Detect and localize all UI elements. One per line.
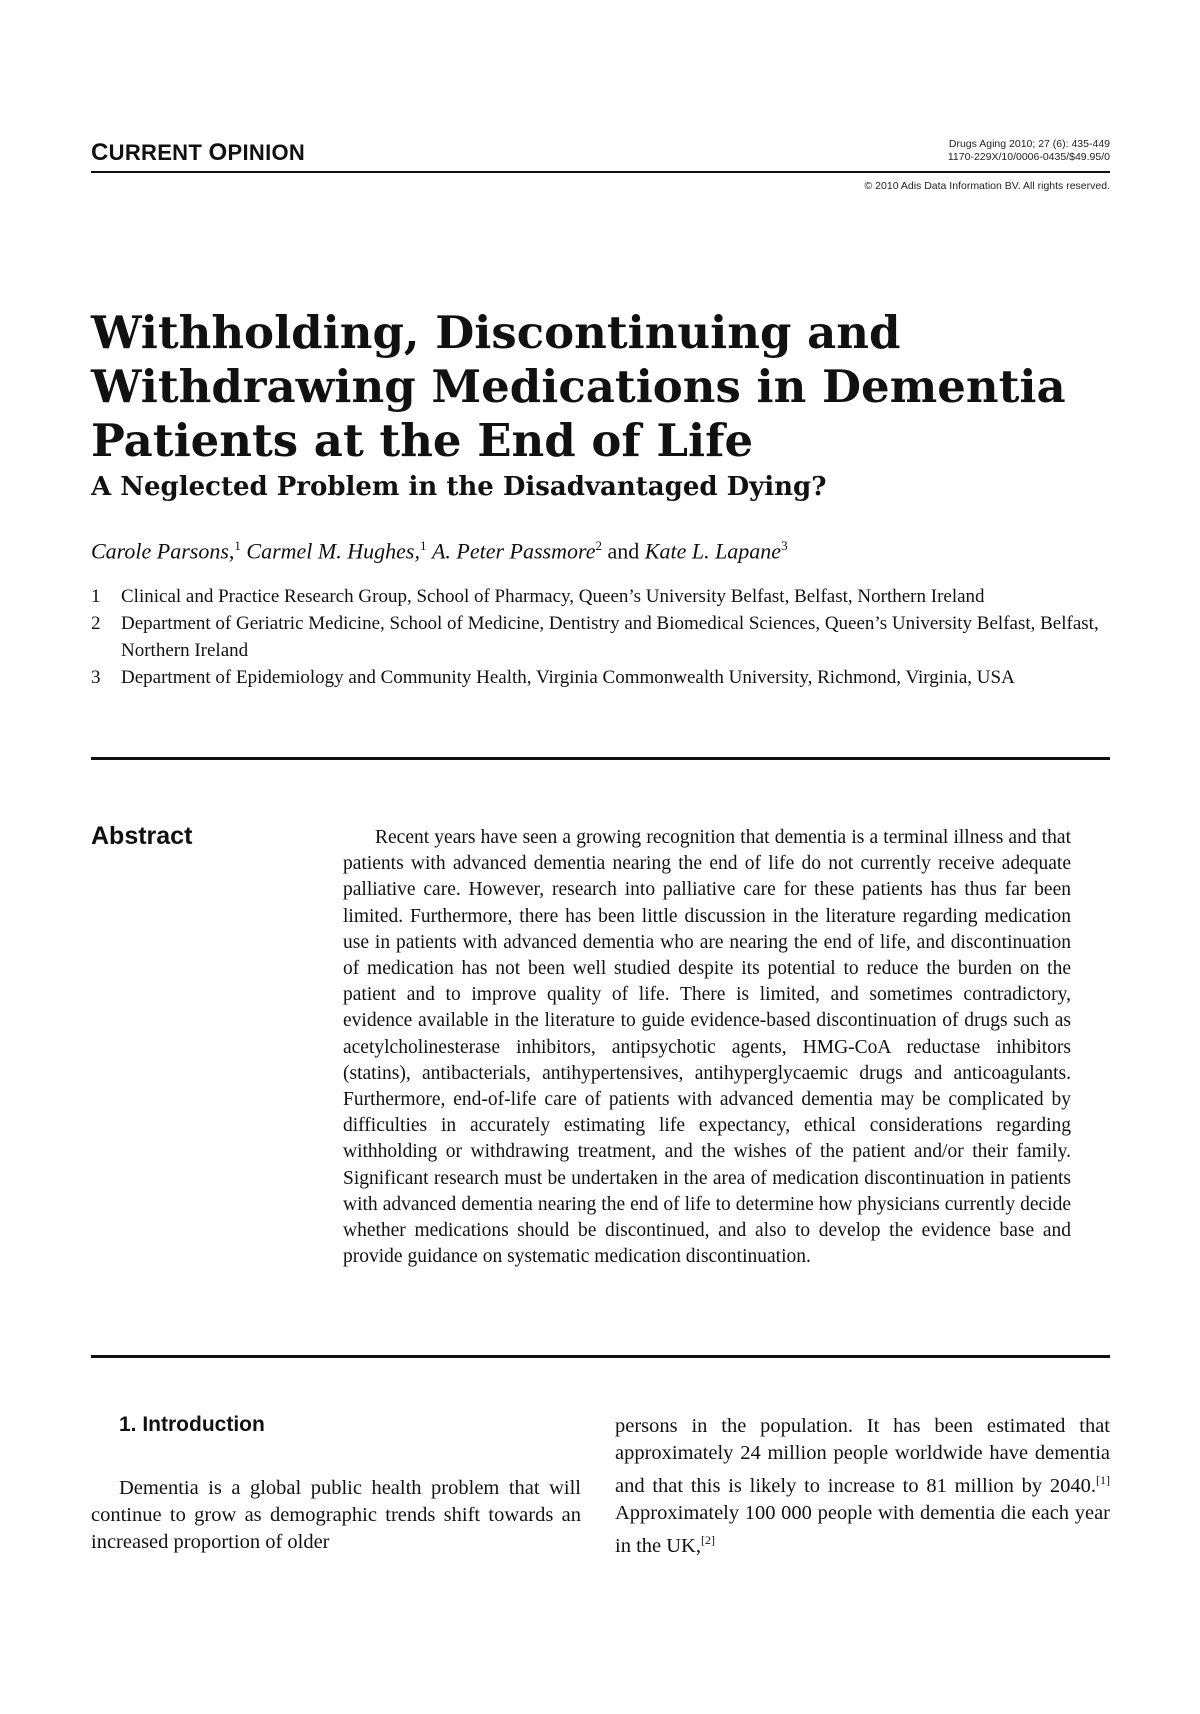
- body-column-right: [615, 1413, 1110, 1560]
- journal-citation: Drugs Aging 2010; 27 (6): 435-449: [948, 138, 1110, 150]
- author-name: Carmel M. Hughes,: [246, 538, 420, 564]
- author-name: Carole Parsons,: [91, 538, 235, 564]
- affiliation-text: Clinical and Practice Research Group, School of Pharmacy, Queen’s University Belfast, Belfast, Northern Ireland: [121, 586, 985, 607]
- abstract-heading: Abstract: [91, 822, 193, 850]
- header-rule: [91, 171, 1110, 173]
- article-subtitle: A Neglected Problem in the Disadvantaged Dying?: [91, 472, 827, 502]
- author-affiliation-marker: 3: [781, 538, 788, 553]
- affiliation-item: [91, 664, 1111, 691]
- citation-reference[interactable]: [2]: [700, 1532, 715, 1547]
- affiliation-text: Department of Epidemiology and Community Health, Virginia Commonwealth University, Richmond, Virginia, USA: [121, 667, 1015, 688]
- affiliation-number: 2: [91, 613, 101, 634]
- author-name: A. Peter Passmore: [431, 538, 596, 564]
- abstract-text: Recent years have seen a growing recognition that dementia is a terminal illness and that patients with advanced dementia nearing the end of life do not currently receive adequate palliative care. However, research into palliative care for these patients has thus far been limited. Furthermore, there has been little discussion in the literature regarding medication use in patients with advanced dementia who are nearing the end of life, and discontinuation of medication has not been well studied despite its potential to reduce the burden on the patient and to improve quality of life. There is limited, and sometimes contradictory, evidence available in the literature to guide evidence-based discontinuation of drugs such as acetylcholinesterase inhibitors, antipsychotic agents, HMG-CoA reductase inhibitors (statins), antibacterials, antihypertensives, antihyperglycaemic drugs and anticoagulants. Furthermore, end-of-life care of patients with advanced dementia may be complicated by difficulties in accurately estimating life expectancy, ethical considerations regarding withholding or withdrawing treatment, and the wishes of the patient and/or their family. Significant research must be undertaken in the area of medication discontinuation in patients with advanced dementia nearing the end of life to determine how physicians currently decide whether medications should be discontinued, and also to develop the evidence base and provide guidance on systematic medication discontinuation.: [343, 827, 1071, 1268]
- author-name: Kate L. Lapane: [644, 538, 782, 564]
- section-label-part-2: PINION: [227, 140, 306, 165]
- article-title: [91, 306, 1111, 468]
- author-affiliation-marker: 2: [595, 538, 603, 553]
- author-affiliation-marker: 1: [234, 538, 241, 553]
- affiliation-item: [91, 583, 1111, 610]
- paragraph-text: persons in the population. It has been estimated that approximately 24 million people worldwide have dementia and that this is likely to increase to 81 million by 2040.: [615, 1415, 1110, 1497]
- section-label-initial-1: C: [91, 139, 109, 166]
- affiliation-text: Department of Geriatric Medicine, School of Medicine, Dentistry and Biomedical Sciences, Queen’s University Belfast, Belfast, Northern Ireland: [121, 613, 1099, 661]
- section-label-part-1: URRENT: [108, 140, 209, 165]
- affiliation-item: [91, 610, 1111, 664]
- affiliation-list: [91, 583, 1111, 691]
- author-list: [91, 538, 788, 564]
- affiliation-number: 1: [91, 586, 101, 607]
- copyright-notice: © 2010 Adis Data Information BV. All rights reserved.: [864, 180, 1110, 192]
- introduction-paragraph-continued: [615, 1413, 1110, 1560]
- title-line: Withdrawing Medications in Dementia: [91, 360, 1066, 413]
- introduction-paragraph: Dementia is a global public health problem that will continue to grow as demographic trends shift towards an increased proportion of older: [91, 1477, 581, 1553]
- affiliation-number: 3: [91, 667, 101, 688]
- author-affiliation-marker: 1: [419, 538, 427, 553]
- body-column-left: [91, 1413, 581, 1577]
- section-label: [91, 139, 305, 167]
- section-divider: [91, 1355, 1110, 1358]
- title-line: Patients at the End of Life: [91, 414, 754, 467]
- section-label-initial-2: O: [208, 139, 228, 166]
- title-line: Withholding, Discontinuing and: [91, 306, 901, 359]
- citation-reference[interactable]: [1]: [1096, 1473, 1110, 1487]
- journal-issn: 1170-229X/10/0006-0435/$49.95/0: [947, 151, 1110, 163]
- paragraph-text: Approximately 100 000 people with dementia die each year in the UK,: [615, 1501, 1110, 1557]
- author-separator: and: [602, 538, 645, 564]
- introduction-heading: 1. Introduction: [119, 1413, 265, 1436]
- journal-meta: [948, 138, 1110, 164]
- section-divider: [91, 757, 1110, 760]
